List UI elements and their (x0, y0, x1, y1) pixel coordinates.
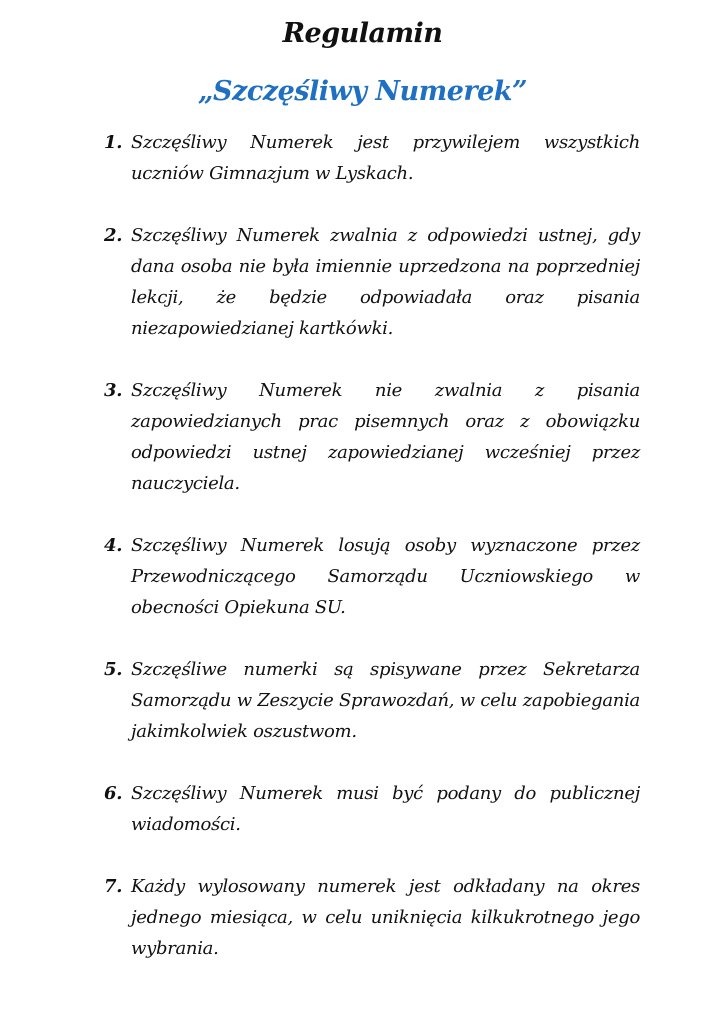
rule-text: Szczęśliwy Numerek nie zwalnia z pisania zapowiedzianych prac pisemnych oraz z obowiązku odpowiedzi ustnej zapowiedzianej wcześniej przez nauczyciela. (131, 380, 640, 494)
rule-text: Szczęśliwy Numerek musi być podany do publicznej wiadomości. (131, 783, 640, 835)
rule-item-5 (104, 654, 640, 747)
rule-item-7 (104, 871, 640, 964)
rule-item-4 (104, 530, 640, 623)
rule-number: 7. (104, 876, 123, 897)
rule-text: Szczęśliwy Numerek zwalnia z odpowiedzi ustnej, gdy dana osoba nie była imiennie uprzedzona na poprzedniej lekcji, że będzie odpowiadała oraz pisania niezapowiedzianej kartkówki. (131, 225, 640, 339)
rule-number: 5. (104, 659, 123, 680)
rule-number: 6. (104, 783, 123, 804)
rule-number: 4. (104, 535, 123, 556)
rule-number: 1. (104, 132, 123, 153)
rule-item-6 (104, 778, 640, 840)
rule-number: 3. (104, 380, 123, 401)
rule-text: Szczęśliwy Numerek jest przywilejem wszystkich uczniów Gimnazjum w Lyskach. (131, 132, 640, 184)
rule-item-3 (104, 375, 640, 499)
rule-text: Każdy wylosowany numerek jest odkładany na okres jednego miesiąca, w celu uniknięcia kilkukrotnego jego wybrania. (131, 876, 640, 959)
document-title: Regulamin (282, 18, 443, 49)
rule-number: 2. (104, 225, 123, 246)
rule-item-2 (104, 220, 640, 344)
document-subtitle: „Szczęśliwy Numerek” (197, 76, 528, 107)
rule-item-1 (104, 127, 640, 189)
rules-list (104, 127, 640, 995)
rule-text: Szczęśliwy Numerek losują osoby wyznaczone przez Przewodniczącego Samorządu Uczniowskiego w obecności Opiekuna SU. (131, 535, 640, 618)
rule-text: Szczęśliwe numerki są spisywane przez Sekretarza Samorządu w Zeszycie Sprawozdań, w celu zapobiegania jakimkolwiek oszustwom. (131, 659, 640, 742)
